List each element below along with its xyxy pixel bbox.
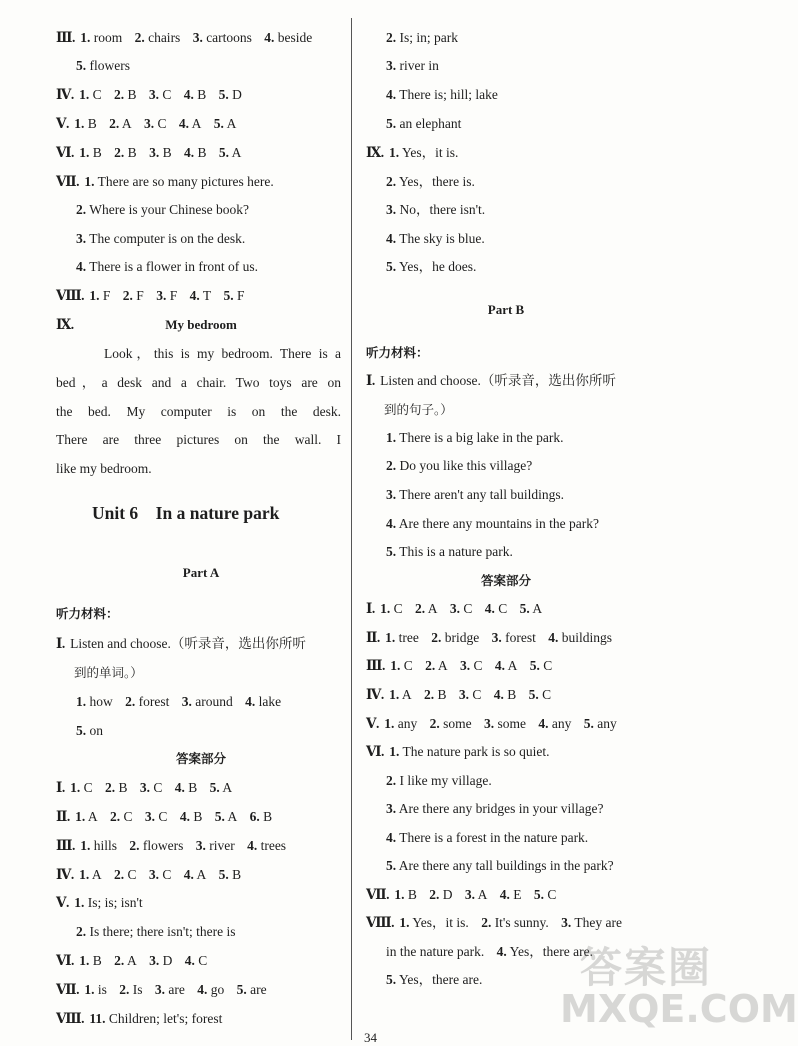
listening-instruction-cont: 到的句子。）: [384, 402, 453, 417]
watermark-logo: [560, 935, 798, 1035]
answer-line: in the nature park. 4. Yes，there are.: [386, 944, 593, 959]
roman-label: Ⅰ.: [56, 636, 65, 651]
answer-row-b8: Ⅷ. 1. Yes，it is. 2. It's sunny. 3. They are: [366, 915, 622, 930]
answer-row-ex3: Ⅲ. 1. room 2. chairs 3. cartoons 4. beside: [56, 30, 313, 45]
part-b-title: Part B: [487, 302, 525, 317]
answer-line: 5. Yes，he does.: [386, 259, 477, 274]
answer-row-a5: Ⅴ. 1. Is; is; isn't: [56, 895, 143, 910]
answers-heading: 答案部分: [175, 751, 226, 766]
answer-row-a7: Ⅶ. 1. is 2. Is 3. are 4. go 5. are: [56, 982, 267, 997]
listening-sentence: 5. This is a nature park.: [386, 544, 513, 559]
answer-line: 3. No，there isn't.: [386, 202, 486, 217]
answer-line: 2. Is; in; park: [386, 30, 458, 45]
roman-label: Ⅵ.: [56, 953, 74, 968]
unit-title: Unit 6 In a nature park: [92, 503, 280, 523]
listening-words-cont: 5. on: [76, 723, 103, 738]
watermark-cn: 答案圈: [580, 943, 713, 992]
answer-line: 5. Yes，there are.: [386, 972, 483, 987]
answer-row-b5: Ⅴ. 1. any 2. some 3. some 4. any 5. any: [366, 716, 617, 731]
listening-words: 1. how 2. forest 3. around 4. lake: [76, 694, 282, 709]
answer-row-ex5: Ⅴ. 1. B 2. A 3. C 4. A 5. A: [56, 116, 237, 131]
answer-row-b4: Ⅳ. 1. A 2. B 3. C 4. B 5. C: [366, 687, 552, 702]
answer-row-b3: Ⅲ. 1. C 2. A 3. C 4. A 5. C: [366, 658, 553, 673]
listening-sentence: 4. Are there any mountains in the park?: [386, 516, 599, 531]
answer-line: 3. river in: [386, 58, 439, 73]
roman-label: Ⅶ.: [56, 174, 79, 189]
roman-label: Ⅵ.: [56, 145, 74, 160]
listening-sentence: 3. There aren't any tall buildings.: [386, 487, 565, 502]
roman-label: Ⅴ.: [56, 895, 69, 910]
listening-sentence: 1. There is a big lake in the park.: [386, 430, 564, 445]
essay-line: the bed. My computer is on the desk.: [56, 404, 341, 419]
answer-row-a9: Ⅸ. 1. Yes，it is.: [366, 145, 459, 160]
essay-line: There are three pictures on the wall. I: [56, 432, 341, 447]
roman-label: Ⅳ.: [56, 87, 74, 102]
listening-heading: 听力材料：: [366, 345, 429, 360]
roman-label: Ⅰ.: [366, 601, 375, 616]
roman-label: Ⅷ.: [56, 288, 85, 303]
roman-label: Ⅲ.: [56, 30, 75, 45]
essay-line: Look，this is my bedroom. There is a: [104, 346, 341, 361]
answer-row-ex3-cont: 5. flowers: [76, 58, 130, 73]
essay-line: bed，a desk and a chair. Two toys are on: [56, 375, 341, 390]
answer-row-b7: Ⅶ. 1. B 2. D 3. A 4. E 5. C: [366, 887, 557, 902]
roman-label: Ⅳ.: [56, 867, 74, 882]
answer-row-a6: Ⅵ. 1. B 2. A 3. D 4. C: [56, 953, 208, 968]
answer-row-b2: Ⅱ. 1. tree 2. bridge 3. forest 4. buildings: [366, 630, 613, 645]
answer-line: 2. I like my village.: [386, 773, 492, 788]
answer-line: 4. The sky is blue.: [386, 231, 485, 246]
answer-row-a2: Ⅱ. 1. A 2. C 3. C 4. B 5. A 6. B: [56, 809, 273, 824]
answer-line: 2. Where is your Chinese book?: [76, 202, 249, 217]
roman-label: Ⅶ.: [366, 887, 389, 902]
answer-line: 4. There is a flower in front of us.: [76, 259, 258, 274]
listening-instruction-cont: 到的单词。）: [74, 665, 143, 680]
answer-line: 2. Is there; there isn't; there is: [76, 924, 236, 939]
roman-label: Ⅵ.: [366, 744, 384, 759]
roman-label: Ⅷ.: [366, 915, 395, 930]
roman-label: Ⅲ.: [56, 838, 75, 853]
roman-label: Ⅷ.: [56, 1011, 85, 1026]
answer-line: 4. There is; hill; lake: [386, 87, 498, 102]
roman-label: Ⅱ.: [366, 630, 380, 645]
roman-label: Ⅰ.: [56, 780, 65, 795]
roman-label: Ⅱ.: [56, 809, 70, 824]
answer-row-a4: Ⅳ. 1. A 2. C 3. C 4. A 5. B: [56, 867, 242, 882]
essay-line: like my bedroom.: [56, 461, 152, 476]
part-a-title: Part A: [182, 565, 220, 580]
watermark-url: MXQE.COM: [560, 987, 798, 1031]
answer-line: 5. Are there any tall buildings in the park?: [386, 858, 614, 873]
answer-line: 3. Are there any bridges in your village?: [386, 801, 604, 816]
column-divider: [351, 18, 352, 1040]
answer-row-a3: Ⅲ. 1. hills 2. flowers 3. river 4. trees: [56, 838, 287, 853]
answer-line: 5. an elephant: [386, 116, 462, 131]
listening-heading: 听力材料：: [56, 606, 119, 621]
answer-row-b1: Ⅰ. 1. C 2. A 3. C 4. C 5. A: [366, 601, 543, 616]
roman-label: Ⅳ.: [366, 687, 384, 702]
answer-row-a1: Ⅰ. 1. C 2. B 3. C 4. B 5. A: [56, 780, 233, 795]
page-number: 34: [364, 1030, 377, 1045]
answer-line: 2. Yes，there is.: [386, 174, 475, 189]
answer-line: 4. There is a forest in the nature park.: [386, 830, 589, 845]
roman-label: Ⅶ.: [56, 982, 79, 997]
answer-row-ex8: Ⅷ. 1. F 2. F 3. F 4. T 5. F: [56, 288, 245, 303]
answer-row-a8: Ⅷ. 11. Children; let's; forest: [56, 1011, 223, 1026]
listening-sentence: 2. Do you like this village?: [386, 458, 533, 473]
essay-title: My bedroom: [165, 317, 237, 332]
roman-label: Ⅲ.: [366, 658, 385, 673]
roman-label: Ⅴ.: [366, 716, 379, 731]
roman-label: Ⅴ.: [56, 116, 69, 131]
roman-label: Ⅰ.: [366, 373, 375, 388]
answer-row-ex7: Ⅶ. 1. There are so many pictures here.: [56, 174, 274, 189]
answer-row-ex4: Ⅳ. 1. C 2. B 3. C 4. B 5. D: [56, 87, 242, 102]
roman-label: Ⅸ.: [56, 317, 74, 332]
answer-line: 3. The computer is on the desk.: [76, 231, 246, 246]
listening-instruction: Ⅰ. Listen and choose.（听录音，选出你所听: [56, 636, 306, 651]
answer-row-ex6: Ⅵ. 1. B 2. B 3. B 4. B 5. A: [56, 145, 242, 160]
answer-row-b6: Ⅵ. 1. The nature park is so quiet.: [366, 744, 550, 759]
listening-instruction: Ⅰ. Listen and choose.（听录音，选出你所听: [366, 373, 616, 388]
roman-label: Ⅸ.: [366, 145, 384, 160]
answers-heading: 答案部分: [480, 573, 531, 588]
